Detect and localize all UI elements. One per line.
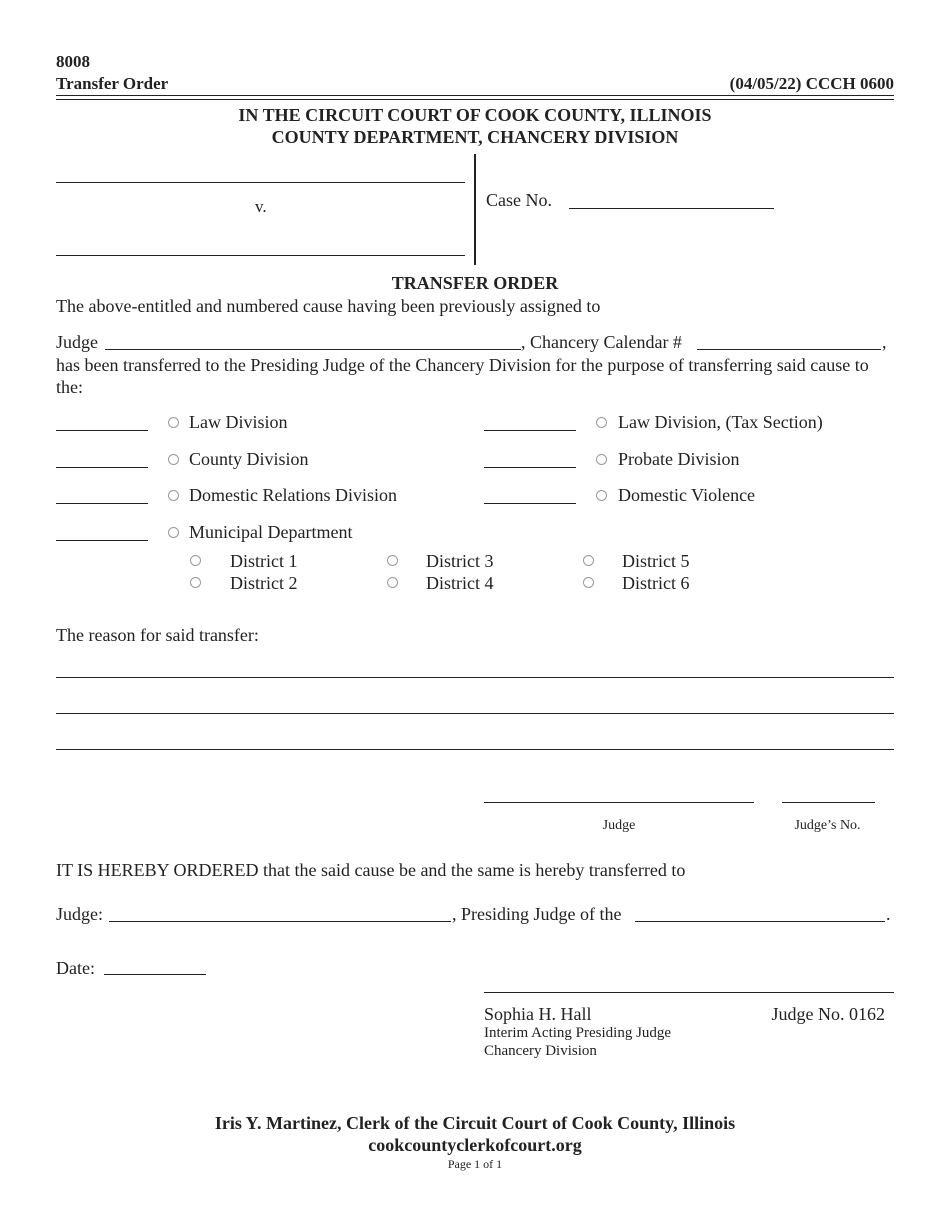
prior-judge-field[interactable] bbox=[105, 331, 521, 350]
transferee-judge-field[interactable] bbox=[109, 903, 451, 922]
court-title-line1: IN THE CIRCUIT COURT OF COOK COUNTY, ILLINOIS bbox=[238, 105, 712, 125]
case-no-field[interactable] bbox=[569, 190, 774, 209]
probate-division-blank[interactable] bbox=[484, 449, 576, 468]
case-no-label: Case No. bbox=[486, 190, 552, 210]
law-division-blank[interactable] bbox=[56, 412, 148, 431]
municipal-department-radio[interactable] bbox=[168, 527, 179, 538]
court-title-line2: COUNTY DEPARTMENT, CHANCERY DIVISION bbox=[271, 127, 679, 147]
domestic-relations-radio[interactable] bbox=[168, 490, 179, 501]
county-division-radio[interactable] bbox=[168, 454, 179, 465]
judge-signature-caption: Judge bbox=[602, 818, 636, 833]
date-label: Date: bbox=[56, 958, 95, 978]
header-rule-top bbox=[56, 95, 894, 96]
reason-label: The reason for said transfer: bbox=[56, 625, 259, 645]
district-1-radio[interactable] bbox=[190, 555, 201, 566]
domestic-violence-blank[interactable] bbox=[484, 485, 576, 504]
versus-label: v. bbox=[255, 197, 267, 216]
form-code: (04/05/22) CCCH 0600 bbox=[729, 74, 894, 93]
intro-line1: The above-entitled and numbered cause having been previously assigned to bbox=[56, 296, 601, 316]
district-1-label: District 1 bbox=[230, 551, 298, 571]
district-3-label: District 3 bbox=[426, 551, 494, 571]
law-tax-blank[interactable] bbox=[484, 412, 576, 431]
law-tax-label: Law Division, (Tax Section) bbox=[618, 412, 823, 432]
law-division-radio[interactable] bbox=[168, 417, 179, 428]
caption-divider bbox=[474, 154, 476, 265]
calendar-comma: , bbox=[882, 332, 887, 352]
form-number: 8008 bbox=[56, 52, 90, 71]
county-division-blank[interactable] bbox=[56, 449, 148, 468]
district-5-label: District 5 bbox=[622, 551, 690, 571]
defendant-field[interactable] bbox=[56, 237, 465, 256]
reason-line-2[interactable] bbox=[56, 695, 894, 714]
domestic-violence-label: Domestic Violence bbox=[618, 485, 756, 505]
district-2-radio[interactable] bbox=[190, 577, 201, 588]
county-division-label: County Division bbox=[189, 449, 309, 469]
form-name: Transfer Order bbox=[56, 74, 169, 93]
district-2-label: District 2 bbox=[230, 573, 298, 593]
district-4-radio[interactable] bbox=[387, 577, 398, 588]
district-6-label: District 6 bbox=[622, 573, 690, 593]
probate-division-label: Probate Division bbox=[618, 449, 740, 469]
district-5-radio[interactable] bbox=[583, 555, 594, 566]
clerk-website[interactable]: cookcountyclerkofcourt.org bbox=[368, 1135, 582, 1155]
order-period: . bbox=[886, 904, 891, 924]
order-text: IT IS HEREBY ORDERED that the said cause be and the same is hereby transferred to bbox=[56, 860, 686, 880]
probate-division-radio[interactable] bbox=[596, 454, 607, 465]
presiding-judge-label: , Presiding Judge of the bbox=[452, 904, 622, 924]
presiding-judge-name: Sophia H. Hall bbox=[484, 1004, 592, 1024]
domestic-relations-blank[interactable] bbox=[56, 485, 148, 504]
presiding-signature-field[interactable] bbox=[484, 974, 894, 993]
district-3-radio[interactable] bbox=[387, 555, 398, 566]
judge-label: Judge bbox=[56, 332, 98, 352]
plaintiff-field[interactable] bbox=[56, 164, 465, 183]
district-6-radio[interactable] bbox=[583, 577, 594, 588]
presiding-judge-number: Judge No. 0162 bbox=[771, 1004, 885, 1024]
presiding-division-field[interactable] bbox=[635, 903, 885, 922]
intro-line3: has been transferred to the Presiding Judge of the Chancery Division for the purpose of transferring said cause to the: bbox=[56, 355, 869, 397]
document-title: TRANSFER ORDER bbox=[391, 273, 559, 293]
chancery-calendar-label: , Chancery Calendar # bbox=[521, 332, 682, 352]
page-number: Page 1 of 1 bbox=[447, 1157, 503, 1171]
domestic-violence-radio[interactable] bbox=[596, 490, 607, 501]
municipal-department-blank[interactable] bbox=[56, 522, 148, 541]
date-field[interactable] bbox=[104, 956, 206, 975]
law-division-label: Law Division bbox=[189, 412, 288, 432]
judge-number-field[interactable] bbox=[782, 784, 875, 803]
reason-line-1[interactable] bbox=[56, 659, 894, 678]
chancery-calendar-field[interactable] bbox=[697, 331, 881, 350]
reason-line-3[interactable] bbox=[56, 731, 894, 750]
presiding-judge-title: Interim Acting Presiding Judge bbox=[484, 1025, 672, 1041]
judge-signature-field[interactable] bbox=[484, 784, 754, 803]
domestic-relations-label: Domestic Relations Division bbox=[189, 485, 397, 505]
judge-number-caption: Judge’s No. bbox=[794, 818, 861, 833]
header-rule-bottom bbox=[56, 99, 894, 100]
district-4-label: District 4 bbox=[426, 573, 494, 593]
municipal-department-label: Municipal Department bbox=[189, 522, 353, 542]
order-judge-label: Judge: bbox=[56, 904, 103, 924]
clerk-name: Iris Y. Martinez, Clerk of the Circuit Court of Cook County, Illinois bbox=[214, 1113, 736, 1133]
law-tax-radio[interactable] bbox=[596, 417, 607, 428]
presiding-judge-division: Chancery Division bbox=[484, 1043, 597, 1059]
